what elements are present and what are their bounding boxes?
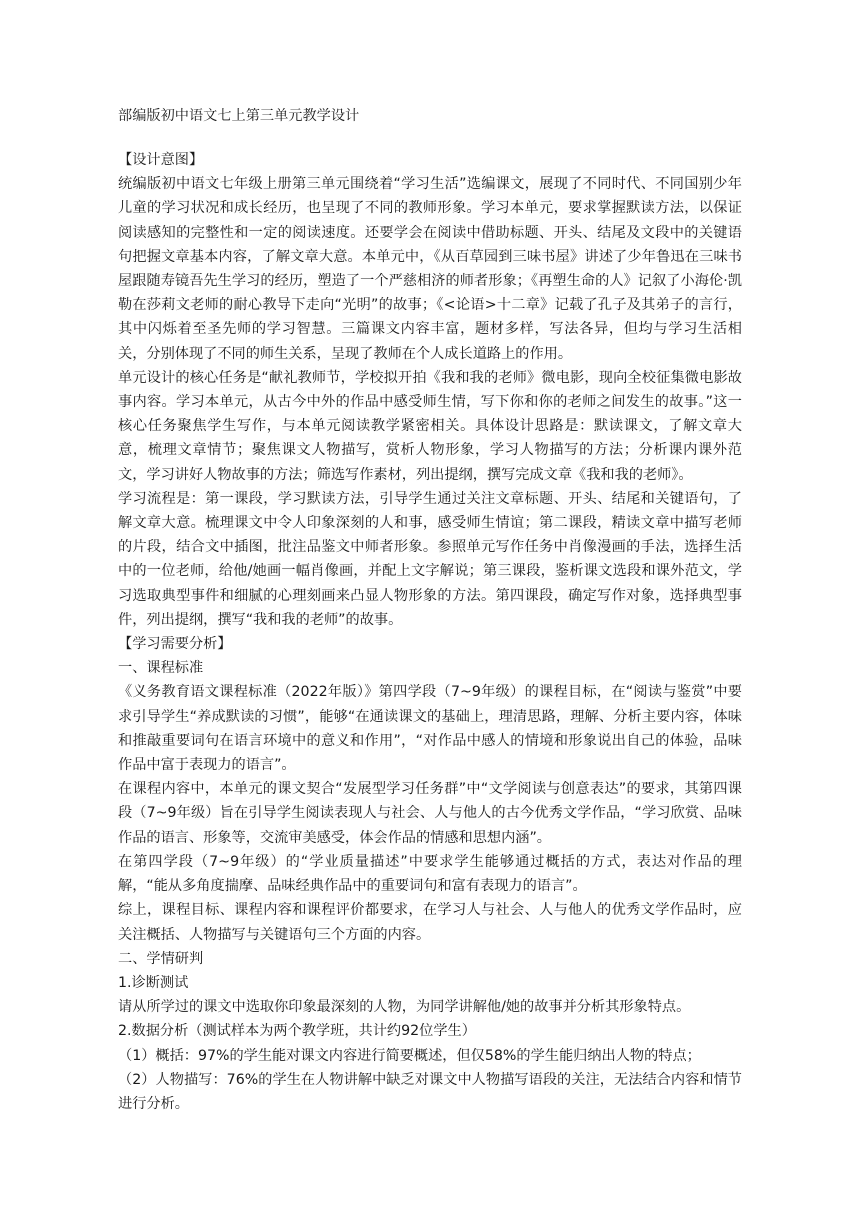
paragraph-finding-description: （2）人物描写：76%的学生在人物讲解中缺乏对课文中人物描写语段的关注，无法结合内容和情节进行分析。 xyxy=(118,1071,742,1112)
subheading-learner-analysis: 二、学情研判 xyxy=(118,950,204,967)
document-page xyxy=(118,104,742,1116)
subheading-curriculum-standard: 一、课程标准 xyxy=(118,660,204,677)
section-heading-design-intent: 【设计意图】 xyxy=(118,152,204,168)
paragraph-learning-process: 学习流程是：第一课段，学习默读方法，引导学生通过关注文章标题、开头、结尾和关键语句，了解文章大意。梳理课文中令人印象深刻的人和事，感受师生情谊；第二课段，精读文章中描写老师的片段，结合文中插图，批注品鉴文中师者形象。参照单元写作任务中肖像漫画的手法，选择生活中的一位老师，给他/她画一幅肖像画，并配上文字解说；第三课段，鉴析课文选段和课外范文，学习选取典型事件和细腻的心理刻画来凸显人物形象的方法。第四课段，确定写作对象，选择典型事件，列出提纲，撰写“我和我的老师”的故事。 xyxy=(118,490,742,628)
paragraph-quality-description: 在第四学段（7~9年级）的“学业质量描述”中要求学生能够通过概括的方式，表达对作品的理解，“能从多角度揣摩、品味经典作品中的重要词句和富有表现力的语言”。 xyxy=(118,853,742,895)
paragraph-core-task: 单元设计的核心任务是“献礼教师节，学校拟开拍《我和我的老师》微电影，现向全校征集微电影故事内容。学习本单元，从古今中外的作品中感受师生情，写下你和你的老师之间发生的故事。”这一核心任务聚焦学生写作，与本单元阅读教学紧密相关。具体设计思路是：默读课文，了解文章大意，梳理文章情节；聚焦课文人物描写，赏析人物形象，学习人物描写的方法；分析课内课外范文，学习讲好人物故事的方法；筛选写作素材，列出提纲，撰写完成文章《我和我的老师》。 xyxy=(118,369,742,483)
paragraph-finding-summary: （1）概括：97%的学生能对课文内容进行简要概述，但仅58%的学生能归纳出人物的特点； xyxy=(118,1047,701,1064)
paragraph-curriculum-content: 在课程内容中，本单元的课文契合“发展型学习任务群”中“文学阅读与创意表达”的要求，其第四课段（7~9年级）旨在引导学生阅读表现人与社会、人与他人的古今优秀文学作品，“学习欣赏、品味作品的语言、形象等，交流审美感受，体会作品的情感和思想内涵”。 xyxy=(118,781,742,846)
paragraph-summary: 综上，课程目标、课程内容和课程评价都要求，在学习人与社会、人与他人的优秀文学作品时，应关注概括、人物描写与关键语句三个方面的内容。 xyxy=(118,902,742,943)
paragraph-curriculum-goals: 《义务教育语文课程标准（2022年版）》第四学段（7~9年级）的课程目标，在“阅读与鉴赏”中要求引导学生“养成默读的习惯”，能够“在通读课文的基础上，理清思路，理解、分析主要内容，体味和推敲重要词句在语言环境中的意义和作用”，“对作品中感人的情境和形象说出自己的体验，品味作品中富于表现力的语言”。 xyxy=(118,684,742,774)
subheading-data-analysis: 2.数据分析（测试样本为两个教学班，共计约92位学生） xyxy=(118,1023,476,1040)
document-title: 部编版初中语文七上第三单元教学设计 xyxy=(118,108,360,124)
paragraph-test-prompt: 请从所学过的课文中选取你印象最深刻的人物，为同学讲解他/她的故事并分析其形象特点。 xyxy=(118,999,691,1016)
subheading-diagnostic-test: 1.诊断测试 xyxy=(118,974,189,991)
section-heading-needs-analysis: 【学习需要分析】 xyxy=(118,636,232,653)
paragraph-unit-overview: 统编版初中语文七年级上册第三单元围绕着“学习生活”选编课文，展现了不同时代、不同国别少年儿童的学习状况和成长经历，也呈现了不同的教师形象。学习本单元，要求掌握默读方法，以保证阅读感知的完整性和一定的阅读速度。还要学会在阅读中借助标题、开头、结尾及文段中的关键语句把握文章基本内容，了解文章大意。本单元中，《从百草园到三味书屋》讲述了少年鲁迅在三味书屋跟随寿镜吾先生学习的经历，塑造了一个严慈相济的师者形象；《再塑生命的人》记叙了小海伦·凯勒在莎莉文老师的耐心教导下走向“光明”的故事；《<论语>十二章》记载了孔子及其弟子的言行，其中闪烁着至圣先师的学习智慧。三篇课文内容丰富，题材多样，写法各异，但均与学习生活相关，分别体现了不同的师生关系，呈现了教师在个人成长道路上的作用。 xyxy=(118,176,742,362)
